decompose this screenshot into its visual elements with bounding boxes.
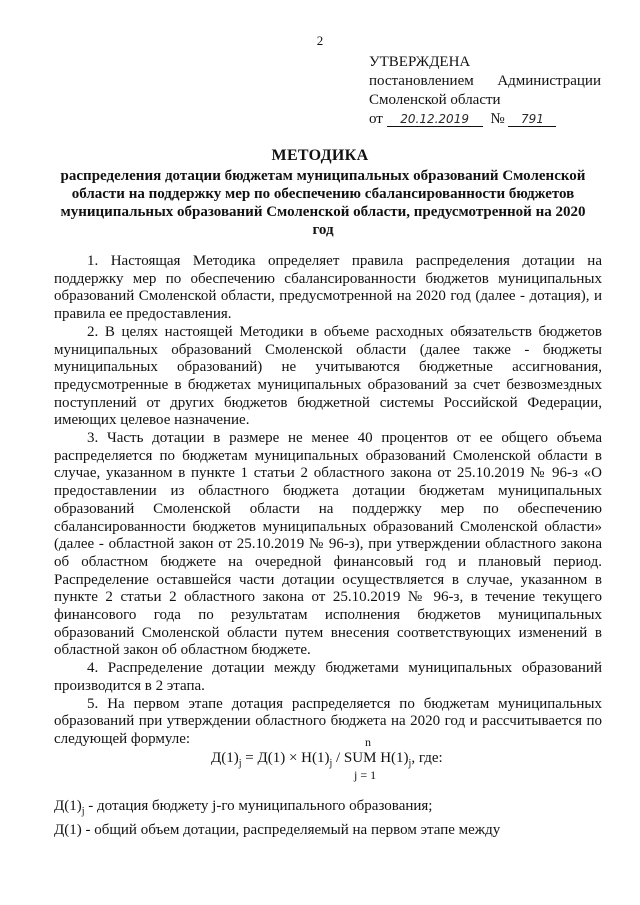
paragraph-2: 2. В целях настоящей Методики в объеме расходных обязательств бюджетов муниципальных образований Смоленской области (далее также - бюджеты муниципальных образований) не учитываются бюджетные ассигнования, предусмотренные в бюджетах муниципальных образований за счет безвозмездных поступлений от других бюджетов бюджетной системы Российской Федерации, имеющих целевое назначение. [54,323,602,429]
formula-div: / SUM Н(1) [332,750,409,766]
formula-upper-limit: n [365,735,371,749]
document-subtitle: распределения дотации бюджетам муниципальных образований Смоленской области на поддержку мер по обеспечению сбалансированности бюджетов муниципальных образований Смоленской области, предусмотренной на 2020 год [60,168,586,238]
definition-1-term: Д(1) [54,798,82,814]
document-title: МЕТОДИКА [271,147,369,164]
paragraph-3: 3. Часть дотации в размере не менее 40 процентов от ее общего объема распределяется по бюджетам муниципальных образований Смоленской области в случае, указанном в пункте 1 статьи 2 областного закона от 25.10.2019 № 96-з «О предоставлении из областного бюджета дотации бюджетам муниципальных образований Смоленской области на поддержку мер по обеспечению сбалансированности бюджетов муниципальных образований Смоленской области» (далее - областной закон от 25.10.2019 № 96-з), при утверждении областного закона об областном бюджете на очередной финансовый год и плановый период. Распределение оставшейся части дотации осуществляется в случае, указанном в пункте 2 статьи 2 областного закона от 25.10.2019 № 96-з, в течение текущего финансового года по результатам исполнения бюджетов муниципальных образований Смоленской области путем внесения соответствующих изменений в областной закон об областном бюджете. [54,430,602,659]
handwritten-number: 791 [508,113,556,127]
formula [0,735,640,783]
number-prefix: № [490,111,505,127]
formula-definitions [54,797,602,839]
approval-line-1-right: Администрации [497,73,601,89]
definition-1-sub: j [81,806,85,817]
formula-lhs: Д(1) [211,750,239,766]
date-prefix: от [369,111,383,127]
paragraph-4: 4. Распределение дотации между бюджетами муниципальных образований производится в 2 этапа. [54,660,602,694]
approval-date-line [369,110,601,129]
definition-2: Д(1) - общий объем дотации, распределяемый на первом этапе между [54,822,501,838]
formula-main [211,750,443,769]
definition-1-text: - дотация бюджету j-го муниципального образования; [84,798,433,814]
document-body [54,253,602,749]
approval-line-1 [369,72,601,91]
approval-heading: УТВЕРЖДЕНА [369,54,471,70]
formula-sub-2: j [329,758,333,769]
formula-eq: = Д(1) × Н(1) [241,750,330,766]
handwritten-date: 20.12.2019 [387,113,483,127]
approval-line-2: Смоленской области [369,92,501,108]
page-number: 2 [316,33,324,48]
formula-sub-1: j [238,758,242,769]
approval-line-1-left: постановлением [369,73,474,89]
approval-block [369,53,601,129]
definition-1 [54,797,602,821]
paragraph-1: 1. Настоящая Методика определяет правила распределения дотации на поддержку мер по обеспечению сбалансированности бюджетов муниципальных образований Смоленской области, предусмотренной на 2020 год (далее - дотация), и правила ее предоставления. [54,253,602,323]
formula-sub-3: j [408,758,412,769]
formula-tail: , где: [411,750,443,766]
paragraph-5: 5. На первом этапе дотация распределяется по бюджетам муниципальных образований при утверждении областного бюджета на 2020 год и рассчитывается по следующей формуле: [54,695,602,747]
formula-lower-limit: j = 1 [354,768,377,782]
